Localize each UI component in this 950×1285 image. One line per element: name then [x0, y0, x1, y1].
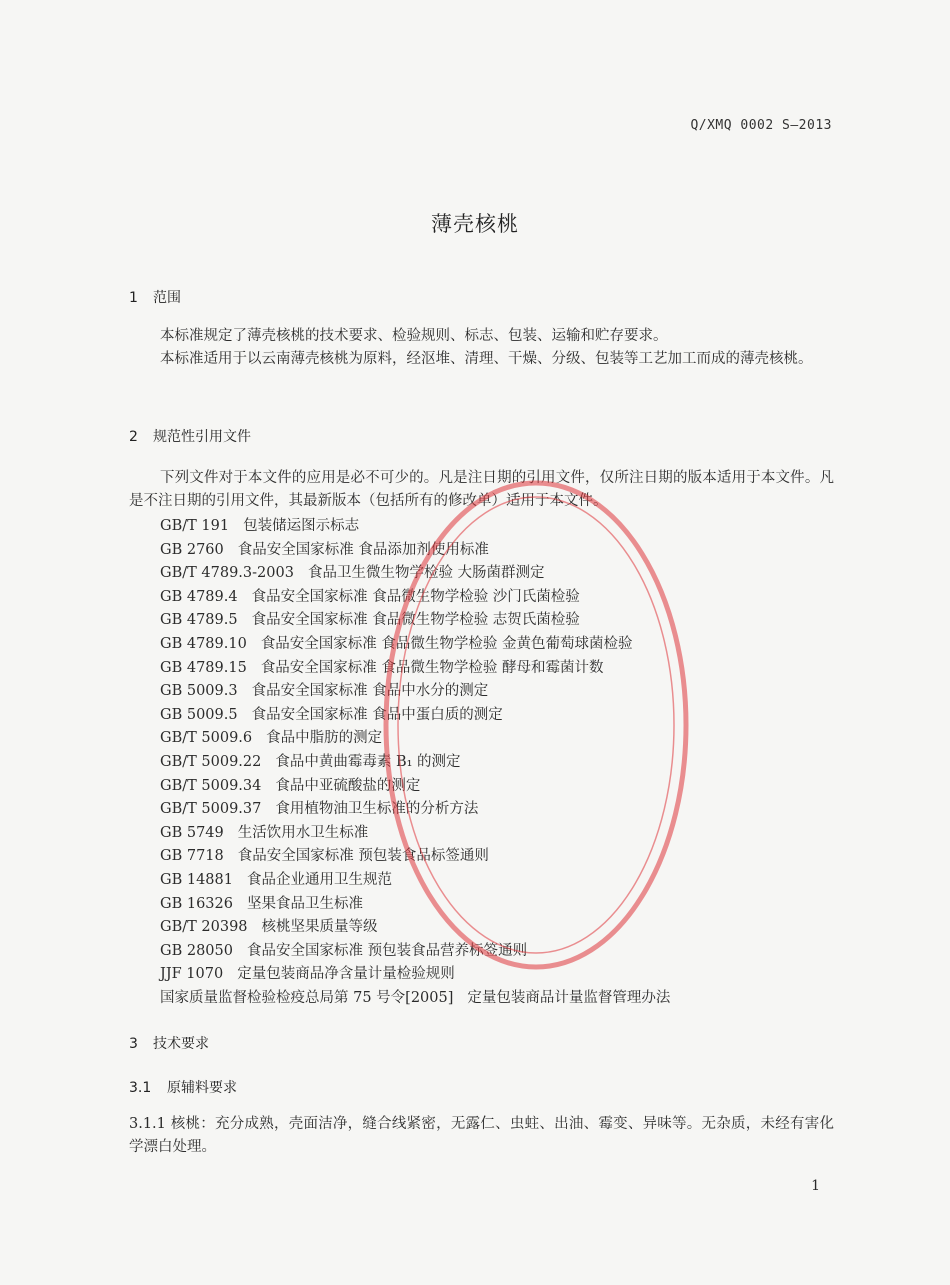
reference-title: 食品安全国家标准 食品微生物学检验 酵母和霉菌计数 [260, 659, 604, 676]
scope-paragraph-2: 本标准适用于以云南薄壳核桃为原料，经沤堆、清理、干燥、分级、包装等工艺加工而成的薄壳核桃。 [160, 351, 813, 367]
document-code: Q/XMQ 0002 S—2013 [690, 118, 832, 133]
reference-code: 国家质量监督检验检疫总局第 75 号令[2005] [160, 989, 454, 1006]
reference-item [160, 680, 670, 704]
section-title: 原辅料要求 [167, 1080, 237, 1096]
reference-item [160, 845, 670, 869]
reference-list [160, 515, 670, 1010]
reference-code: GB/T 191 [160, 518, 230, 534]
section-number: 2 [129, 429, 138, 445]
reference-item [160, 751, 670, 775]
reference-title: 食品安全国家标准 食品微生物学检验 沙门氏菌检验 [251, 588, 580, 605]
reference-title: 食品安全国家标准 预包装食品标签通则 [237, 848, 489, 865]
reference-code: GB 4789.4 [160, 588, 238, 605]
reference-title: 食品安全国家标准 食品中蛋白质的测定 [251, 706, 503, 723]
reference-item [160, 562, 670, 586]
reference-code: GB 2760 [160, 541, 224, 558]
reference-title: 食用植物油卫生标准的分析方法 [275, 801, 479, 818]
reference-item [160, 822, 670, 846]
reference-item [160, 916, 670, 940]
section-2-heading [129, 426, 251, 446]
reference-title: 生活饮用水卫生标准 [237, 824, 369, 841]
reference-item [160, 633, 670, 657]
reference-item [160, 798, 670, 822]
reference-title: 食品中脂肪的测定 [266, 730, 383, 747]
reference-title: 定量包装商品计量监督管理办法 [467, 989, 671, 1006]
clause-3-1-1: 3.1.1 核桃：充分成熟，壳面洁净，缝合线紧密，无露仁、虫蛀、出油、霉变、异味等。无杂质，未经有害化学漂白处理。 [129, 1116, 834, 1155]
reference-code: JJF 1070 [160, 966, 224, 983]
reference-code: GB/T 5009.37 [160, 801, 262, 818]
reference-code: GB/T 20398 [160, 919, 248, 936]
reference-title: 食品卫生微生物学检验 大肠菌群测定 [307, 565, 545, 582]
section-1-heading [129, 287, 181, 307]
reference-title: 食品安全国家标准 预包装食品营养标签通则 [246, 942, 528, 959]
reference-item [160, 586, 670, 610]
scope-paragraph-1: 本标准规定了薄壳核桃的技术要求、检验规则、标志、包装、运输和贮存要求。 [160, 328, 668, 344]
section-title: 范围 [153, 290, 181, 306]
reference-code: GB 16326 [160, 895, 233, 912]
reference-code: GB/T 5009.6 [160, 730, 253, 747]
page-number: 1 [811, 1178, 820, 1194]
reference-title: 食品中黄曲霉毒素 B₁ 的测定 [275, 753, 461, 770]
reference-item [160, 727, 670, 751]
reference-title: 坚果食品卫生标准 [246, 895, 363, 912]
reference-code: GB 4789.5 [160, 612, 238, 629]
reference-code: GB 4789.15 [160, 659, 247, 676]
reference-title: 食品安全国家标准 食品微生物学检验 志贺氏菌检验 [251, 612, 580, 629]
reference-item [160, 539, 670, 563]
section-3-1-heading [129, 1077, 237, 1097]
reference-code: GB 7718 [160, 848, 224, 865]
section-number: 1 [129, 290, 138, 306]
reference-code: GB/T 4789.3-2003 [160, 565, 294, 582]
section-3-heading [129, 1033, 209, 1053]
reference-code: GB 28050 [160, 942, 233, 959]
reference-code: GB 14881 [160, 871, 233, 888]
reference-title: 食品中亚硫酸盐的测定 [275, 777, 421, 794]
reference-code: GB 5749 [160, 824, 224, 841]
reference-title: 食品安全国家标准 食品中水分的测定 [251, 683, 489, 700]
reference-item [160, 609, 670, 633]
reference-title: 定量包装商品净含量计量检验规则 [237, 966, 455, 983]
reference-code: GB/T 5009.34 [160, 777, 262, 794]
document-title: 薄壳核桃 [431, 212, 519, 236]
section-title: 技术要求 [153, 1036, 209, 1052]
reference-item [160, 987, 670, 1011]
reference-code: GB 5009.5 [160, 706, 238, 723]
section-number: 3.1 [129, 1080, 152, 1096]
reference-item [160, 893, 670, 917]
reference-item [160, 963, 670, 987]
reference-item [160, 940, 670, 964]
reference-title: 包装储运图示标志 [243, 518, 360, 534]
reference-item [160, 869, 670, 893]
reference-item [160, 657, 670, 681]
reference-title: 核桃坚果质量等级 [261, 919, 378, 936]
reference-item [160, 515, 670, 539]
reference-code: GB/T 5009.22 [160, 753, 262, 770]
section-number: 3 [129, 1036, 138, 1052]
reference-title: 食品企业通用卫生规范 [246, 871, 392, 888]
reference-code: GB 5009.3 [160, 683, 238, 700]
reference-code: GB 4789.10 [160, 635, 247, 652]
reference-item [160, 775, 670, 799]
reference-title: 食品安全国家标准 食品微生物学检验 金黄色葡萄球菌检验 [260, 635, 633, 652]
reference-title: 食品安全国家标准 食品添加剂使用标准 [237, 541, 489, 558]
reference-item [160, 704, 670, 728]
section-title: 规范性引用文件 [153, 429, 251, 445]
references-intro: 下列文件对于本文件的应用是必不可少的。凡是注日期的引用文件，仅所注日期的版本适用于本文件。凡是不注日期的引用文件，其最新版本（包括所有的修改单）适用于本文件。 [129, 470, 834, 509]
